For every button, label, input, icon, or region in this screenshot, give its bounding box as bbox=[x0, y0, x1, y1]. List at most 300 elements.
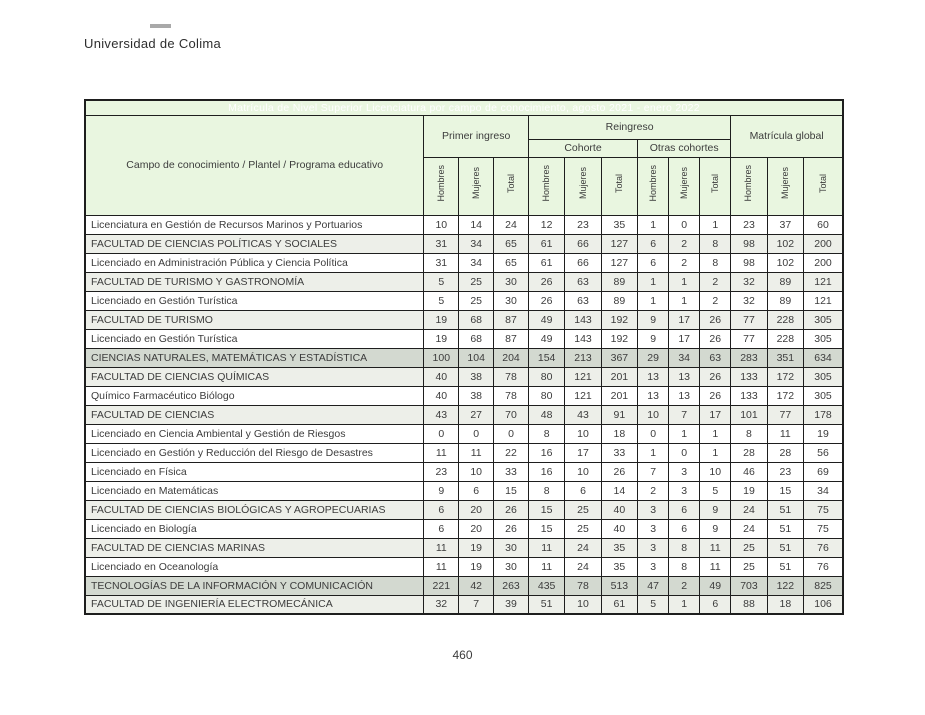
value-cell: 172 bbox=[767, 386, 803, 405]
row-label: FACULTAD DE TURISMO bbox=[85, 310, 424, 329]
value-cell: 192 bbox=[601, 310, 637, 329]
value-cell: 2 bbox=[669, 234, 700, 253]
value-cell: 31 bbox=[424, 253, 459, 272]
value-cell: 2 bbox=[700, 272, 731, 291]
value-cell: 46 bbox=[731, 462, 767, 481]
value-cell: 30 bbox=[494, 272, 529, 291]
value-cell: 87 bbox=[494, 329, 529, 348]
value-cell: 70 bbox=[494, 405, 529, 424]
value-cell: 34 bbox=[459, 234, 494, 253]
value-cell: 351 bbox=[767, 348, 803, 367]
table-row bbox=[85, 272, 843, 291]
table-row bbox=[85, 462, 843, 481]
value-cell: 3 bbox=[669, 462, 700, 481]
value-cell: 9 bbox=[638, 310, 669, 329]
value-cell: 11 bbox=[424, 538, 459, 557]
value-cell: 61 bbox=[601, 595, 637, 614]
value-cell: 10 bbox=[565, 595, 601, 614]
table-row bbox=[85, 557, 843, 576]
value-cell: 38 bbox=[459, 367, 494, 386]
value-cell: 30 bbox=[494, 557, 529, 576]
value-cell: 77 bbox=[767, 405, 803, 424]
value-cell: 1 bbox=[638, 443, 669, 462]
value-cell: 283 bbox=[731, 348, 767, 367]
column-group-matricula-global: Matrícula global bbox=[731, 115, 843, 157]
value-cell: 26 bbox=[494, 500, 529, 519]
value-cell: 825 bbox=[804, 576, 843, 595]
value-cell: 34 bbox=[459, 253, 494, 272]
value-cell: 23 bbox=[731, 215, 767, 234]
value-cell: 13 bbox=[638, 367, 669, 386]
value-cell: 76 bbox=[804, 557, 843, 576]
value-cell: 1 bbox=[638, 272, 669, 291]
value-cell: 26 bbox=[700, 329, 731, 348]
value-cell: 192 bbox=[601, 329, 637, 348]
value-cell: 63 bbox=[700, 348, 731, 367]
table-row bbox=[85, 215, 843, 234]
value-cell: 77 bbox=[731, 310, 767, 329]
value-cell: 1 bbox=[669, 291, 700, 310]
value-cell: 3 bbox=[638, 519, 669, 538]
value-cell: 1 bbox=[669, 272, 700, 291]
value-cell: 8 bbox=[731, 424, 767, 443]
table-row bbox=[85, 519, 843, 538]
value-cell: 435 bbox=[528, 576, 564, 595]
value-cell: 89 bbox=[601, 272, 637, 291]
value-cell: 51 bbox=[767, 538, 803, 557]
value-cell: 13 bbox=[669, 386, 700, 405]
value-cell: 25 bbox=[459, 291, 494, 310]
row-label: Licenciado en Administración Pública y Ciencia Política bbox=[85, 253, 424, 272]
table-row bbox=[85, 576, 843, 595]
value-cell: 11 bbox=[700, 557, 731, 576]
value-cell: 23 bbox=[767, 462, 803, 481]
value-cell: 6 bbox=[638, 234, 669, 253]
value-cell: 18 bbox=[601, 424, 637, 443]
value-cell: 0 bbox=[494, 424, 529, 443]
value-cell: 101 bbox=[731, 405, 767, 424]
value-cell: 40 bbox=[601, 519, 637, 538]
value-cell: 29 bbox=[638, 348, 669, 367]
value-cell: 26 bbox=[601, 462, 637, 481]
value-cell: 1 bbox=[700, 424, 731, 443]
value-cell: 2 bbox=[669, 576, 700, 595]
value-cell: 24 bbox=[494, 215, 529, 234]
value-cell: 78 bbox=[494, 367, 529, 386]
value-cell: 34 bbox=[804, 481, 843, 500]
row-label: CIENCIAS NATURALES, MATEMÁTICAS Y ESTADÍSTICA bbox=[85, 348, 424, 367]
value-cell: 40 bbox=[424, 367, 459, 386]
value-cell: 102 bbox=[767, 234, 803, 253]
value-cell: 121 bbox=[804, 272, 843, 291]
row-label: FACULTAD DE CIENCIAS BIOLÓGICAS Y AGROPECUARIAS bbox=[85, 500, 424, 519]
value-cell: 9 bbox=[700, 519, 731, 538]
value-cell: 15 bbox=[528, 500, 564, 519]
table-row bbox=[85, 329, 843, 348]
value-cell: 35 bbox=[601, 538, 637, 557]
table-row bbox=[85, 310, 843, 329]
value-cell: 25 bbox=[565, 519, 601, 538]
value-cell: 37 bbox=[767, 215, 803, 234]
value-cell: 6 bbox=[669, 519, 700, 538]
value-cell: 122 bbox=[767, 576, 803, 595]
value-cell: 3 bbox=[669, 481, 700, 500]
value-cell: 367 bbox=[601, 348, 637, 367]
value-cell: 127 bbox=[601, 234, 637, 253]
subheader-otras-mujeres: Mujeres bbox=[669, 157, 700, 215]
value-cell: 8 bbox=[700, 234, 731, 253]
table-row bbox=[85, 386, 843, 405]
value-cell: 305 bbox=[804, 367, 843, 386]
row-label: FACULTAD DE CIENCIAS bbox=[85, 405, 424, 424]
value-cell: 6 bbox=[638, 253, 669, 272]
value-cell: 32 bbox=[731, 272, 767, 291]
row-label: FACULTAD DE INGENIERÍA ELECTROMECÁNICA bbox=[85, 595, 424, 614]
value-cell: 2 bbox=[700, 291, 731, 310]
value-cell: 9 bbox=[700, 500, 731, 519]
value-cell: 1 bbox=[669, 424, 700, 443]
table-row bbox=[85, 538, 843, 557]
value-cell: 6 bbox=[459, 481, 494, 500]
row-label: Licenciado en Biología bbox=[85, 519, 424, 538]
value-cell: 513 bbox=[601, 576, 637, 595]
value-cell: 1 bbox=[700, 443, 731, 462]
value-cell: 48 bbox=[528, 405, 564, 424]
table-row bbox=[85, 595, 843, 614]
column-group-reingreso: Reingreso bbox=[528, 115, 730, 139]
value-cell: 8 bbox=[528, 481, 564, 500]
row-label: TECNOLOGÍAS DE LA INFORMACIÓN Y COMUNICACIÓN bbox=[85, 576, 424, 595]
value-cell: 87 bbox=[494, 310, 529, 329]
value-cell: 15 bbox=[767, 481, 803, 500]
value-cell: 49 bbox=[528, 329, 564, 348]
value-cell: 77 bbox=[731, 329, 767, 348]
value-cell: 80 bbox=[528, 386, 564, 405]
value-cell: 9 bbox=[424, 481, 459, 500]
matricula-table bbox=[84, 99, 844, 615]
row-label: Licenciado en Gestión y Reducción del Riesgo de Desastres bbox=[85, 443, 424, 462]
row-label: Licenciado en Ciencia Ambiental y Gestión de Riesgos bbox=[85, 424, 424, 443]
value-cell: 200 bbox=[804, 234, 843, 253]
value-cell: 26 bbox=[528, 291, 564, 310]
value-cell: 33 bbox=[494, 462, 529, 481]
value-cell: 3 bbox=[638, 557, 669, 576]
value-cell: 11 bbox=[424, 443, 459, 462]
row-label: Licenciado en Gestión Turística bbox=[85, 291, 424, 310]
value-cell: 51 bbox=[767, 500, 803, 519]
value-cell: 17 bbox=[669, 329, 700, 348]
value-cell: 7 bbox=[669, 405, 700, 424]
value-cell: 68 bbox=[459, 310, 494, 329]
value-cell: 18 bbox=[767, 595, 803, 614]
value-cell: 12 bbox=[528, 215, 564, 234]
row-label: FACULTAD DE CIENCIAS MARINAS bbox=[85, 538, 424, 557]
value-cell: 2 bbox=[669, 253, 700, 272]
header-group-row-1 bbox=[85, 115, 843, 139]
row-label: Licenciado en Oceanología bbox=[85, 557, 424, 576]
value-cell: 0 bbox=[424, 424, 459, 443]
value-cell: 35 bbox=[601, 557, 637, 576]
organization-name: Universidad de Colima bbox=[84, 36, 222, 51]
value-cell: 24 bbox=[731, 519, 767, 538]
table-row bbox=[85, 443, 843, 462]
value-cell: 25 bbox=[459, 272, 494, 291]
value-cell: 221 bbox=[424, 576, 459, 595]
stray-scan-mark bbox=[150, 24, 171, 28]
table-row bbox=[85, 367, 843, 386]
value-cell: 98 bbox=[731, 253, 767, 272]
subheader-otras-total: Total bbox=[700, 157, 731, 215]
value-cell: 14 bbox=[601, 481, 637, 500]
subheader-cohorte-mujeres: Mujeres bbox=[565, 157, 601, 215]
value-cell: 8 bbox=[700, 253, 731, 272]
value-cell: 39 bbox=[494, 595, 529, 614]
value-cell: 43 bbox=[565, 405, 601, 424]
value-cell: 703 bbox=[731, 576, 767, 595]
value-cell: 19 bbox=[804, 424, 843, 443]
value-cell: 6 bbox=[669, 500, 700, 519]
value-cell: 8 bbox=[528, 424, 564, 443]
value-cell: 26 bbox=[700, 386, 731, 405]
value-cell: 34 bbox=[669, 348, 700, 367]
table-row bbox=[85, 253, 843, 272]
value-cell: 154 bbox=[528, 348, 564, 367]
value-cell: 27 bbox=[459, 405, 494, 424]
value-cell: 26 bbox=[700, 367, 731, 386]
value-cell: 15 bbox=[528, 519, 564, 538]
value-cell: 20 bbox=[459, 500, 494, 519]
value-cell: 228 bbox=[767, 310, 803, 329]
value-cell: 28 bbox=[731, 443, 767, 462]
table-body bbox=[85, 215, 843, 614]
value-cell: 65 bbox=[494, 253, 529, 272]
value-cell: 11 bbox=[767, 424, 803, 443]
value-cell: 5 bbox=[424, 291, 459, 310]
value-cell: 5 bbox=[700, 481, 731, 500]
value-cell: 19 bbox=[459, 538, 494, 557]
value-cell: 32 bbox=[731, 291, 767, 310]
value-cell: 23 bbox=[565, 215, 601, 234]
value-cell: 17 bbox=[700, 405, 731, 424]
value-cell: 66 bbox=[565, 234, 601, 253]
table-row bbox=[85, 500, 843, 519]
value-cell: 30 bbox=[494, 291, 529, 310]
value-cell: 5 bbox=[424, 272, 459, 291]
value-cell: 69 bbox=[804, 462, 843, 481]
value-cell: 10 bbox=[565, 462, 601, 481]
value-cell: 104 bbox=[459, 348, 494, 367]
value-cell: 305 bbox=[804, 386, 843, 405]
value-cell: 305 bbox=[804, 329, 843, 348]
value-cell: 76 bbox=[804, 538, 843, 557]
value-cell: 17 bbox=[669, 310, 700, 329]
value-cell: 25 bbox=[731, 557, 767, 576]
value-cell: 80 bbox=[528, 367, 564, 386]
value-cell: 28 bbox=[767, 443, 803, 462]
value-cell: 0 bbox=[638, 424, 669, 443]
value-cell: 26 bbox=[528, 272, 564, 291]
subheader-global-hombres: Hombres bbox=[731, 157, 767, 215]
value-cell: 1 bbox=[669, 595, 700, 614]
value-cell: 61 bbox=[528, 234, 564, 253]
value-cell: 10 bbox=[638, 405, 669, 424]
value-cell: 49 bbox=[700, 576, 731, 595]
value-cell: 20 bbox=[459, 519, 494, 538]
value-cell: 63 bbox=[565, 272, 601, 291]
value-cell: 75 bbox=[804, 519, 843, 538]
value-cell: 100 bbox=[424, 348, 459, 367]
value-cell: 213 bbox=[565, 348, 601, 367]
value-cell: 1 bbox=[700, 215, 731, 234]
value-cell: 65 bbox=[494, 234, 529, 253]
value-cell: 40 bbox=[424, 386, 459, 405]
value-cell: 143 bbox=[565, 310, 601, 329]
value-cell: 2 bbox=[638, 481, 669, 500]
value-cell: 3 bbox=[638, 500, 669, 519]
subheader-otras-hombres: Hombres bbox=[638, 157, 669, 215]
value-cell: 51 bbox=[767, 557, 803, 576]
table-row bbox=[85, 424, 843, 443]
row-label: Licenciado en Física bbox=[85, 462, 424, 481]
value-cell: 6 bbox=[424, 500, 459, 519]
value-cell: 102 bbox=[767, 253, 803, 272]
value-cell: 121 bbox=[565, 367, 601, 386]
value-cell: 11 bbox=[459, 443, 494, 462]
value-cell: 201 bbox=[601, 386, 637, 405]
value-cell: 60 bbox=[804, 215, 843, 234]
value-cell: 201 bbox=[601, 367, 637, 386]
value-cell: 200 bbox=[804, 253, 843, 272]
value-cell: 24 bbox=[565, 538, 601, 557]
value-cell: 88 bbox=[731, 595, 767, 614]
value-cell: 7 bbox=[459, 595, 494, 614]
value-cell: 89 bbox=[767, 291, 803, 310]
value-cell: 121 bbox=[565, 386, 601, 405]
table-row bbox=[85, 405, 843, 424]
value-cell: 143 bbox=[565, 329, 601, 348]
value-cell: 25 bbox=[565, 500, 601, 519]
value-cell: 42 bbox=[459, 576, 494, 595]
value-cell: 7 bbox=[638, 462, 669, 481]
value-cell: 133 bbox=[731, 386, 767, 405]
value-cell: 634 bbox=[804, 348, 843, 367]
value-cell: 49 bbox=[528, 310, 564, 329]
value-cell: 8 bbox=[669, 538, 700, 557]
subheader-global-total: Total bbox=[804, 157, 843, 215]
value-cell: 11 bbox=[528, 557, 564, 576]
value-cell: 6 bbox=[424, 519, 459, 538]
table-row bbox=[85, 234, 843, 253]
value-cell: 13 bbox=[669, 367, 700, 386]
value-cell: 91 bbox=[601, 405, 637, 424]
row-label: Químico Farmacéutico Biólogo bbox=[85, 386, 424, 405]
value-cell: 11 bbox=[528, 538, 564, 557]
value-cell: 25 bbox=[731, 538, 767, 557]
value-cell: 35 bbox=[601, 215, 637, 234]
value-cell: 40 bbox=[601, 500, 637, 519]
value-cell: 19 bbox=[424, 310, 459, 329]
column-group-primer-ingreso: Primer ingreso bbox=[424, 115, 529, 157]
value-cell: 1 bbox=[638, 291, 669, 310]
value-cell: 63 bbox=[565, 291, 601, 310]
row-label: FACULTAD DE CIENCIAS POLÍTICAS Y SOCIALES bbox=[85, 234, 424, 253]
value-cell: 26 bbox=[494, 519, 529, 538]
value-cell: 178 bbox=[804, 405, 843, 424]
value-cell: 68 bbox=[459, 329, 494, 348]
value-cell: 305 bbox=[804, 310, 843, 329]
value-cell: 121 bbox=[804, 291, 843, 310]
value-cell: 106 bbox=[804, 595, 843, 614]
value-cell: 263 bbox=[494, 576, 529, 595]
value-cell: 13 bbox=[638, 386, 669, 405]
value-cell: 24 bbox=[565, 557, 601, 576]
value-cell: 9 bbox=[638, 329, 669, 348]
value-cell: 61 bbox=[528, 253, 564, 272]
value-cell: 22 bbox=[494, 443, 529, 462]
value-cell: 51 bbox=[528, 595, 564, 614]
value-cell: 30 bbox=[494, 538, 529, 557]
value-cell: 228 bbox=[767, 329, 803, 348]
value-cell: 98 bbox=[731, 234, 767, 253]
value-cell: 38 bbox=[459, 386, 494, 405]
page-number: 460 bbox=[452, 648, 473, 662]
subheader-cohorte-hombres: Hombres bbox=[528, 157, 564, 215]
value-cell: 16 bbox=[528, 443, 564, 462]
table-row bbox=[85, 481, 843, 500]
value-cell: 10 bbox=[565, 424, 601, 443]
value-cell: 5 bbox=[638, 595, 669, 614]
value-cell: 1 bbox=[638, 215, 669, 234]
table-row bbox=[85, 348, 843, 367]
value-cell: 33 bbox=[601, 443, 637, 462]
value-cell: 56 bbox=[804, 443, 843, 462]
value-cell: 15 bbox=[494, 481, 529, 500]
value-cell: 19 bbox=[424, 329, 459, 348]
value-cell: 43 bbox=[424, 405, 459, 424]
value-cell: 3 bbox=[638, 538, 669, 557]
value-cell: 24 bbox=[731, 500, 767, 519]
value-cell: 66 bbox=[565, 253, 601, 272]
value-cell: 127 bbox=[601, 253, 637, 272]
row-label: Licenciatura en Gestión de Recursos Marinos y Portuarios bbox=[85, 215, 424, 234]
value-cell: 89 bbox=[601, 291, 637, 310]
row-label: FACULTAD DE TURISMO Y GASTRONOMÍA bbox=[85, 272, 424, 291]
value-cell: 32 bbox=[424, 595, 459, 614]
column-group-otras-cohortes: Otras cohortes bbox=[638, 139, 731, 157]
row-label: Licenciado en Gestión Turística bbox=[85, 329, 424, 348]
value-cell: 204 bbox=[494, 348, 529, 367]
value-cell: 31 bbox=[424, 234, 459, 253]
value-cell: 75 bbox=[804, 500, 843, 519]
value-cell: 51 bbox=[767, 519, 803, 538]
value-cell: 0 bbox=[669, 443, 700, 462]
subheader-primer-mujeres: Mujeres bbox=[459, 157, 494, 215]
column-header-campo: Campo de conocimiento / Plantel / Programa educativo bbox=[85, 115, 424, 215]
table-row bbox=[85, 291, 843, 310]
subheader-primer-hombres: Hombres bbox=[424, 157, 459, 215]
value-cell: 78 bbox=[565, 576, 601, 595]
value-cell: 78 bbox=[494, 386, 529, 405]
value-cell: 11 bbox=[424, 557, 459, 576]
value-cell: 19 bbox=[459, 557, 494, 576]
value-cell: 6 bbox=[700, 595, 731, 614]
subheader-cohorte-total: Total bbox=[601, 157, 637, 215]
value-cell: 23 bbox=[424, 462, 459, 481]
subheader-primer-total: Total bbox=[494, 157, 529, 215]
value-cell: 10 bbox=[700, 462, 731, 481]
value-cell: 10 bbox=[424, 215, 459, 234]
value-cell: 6 bbox=[565, 481, 601, 500]
